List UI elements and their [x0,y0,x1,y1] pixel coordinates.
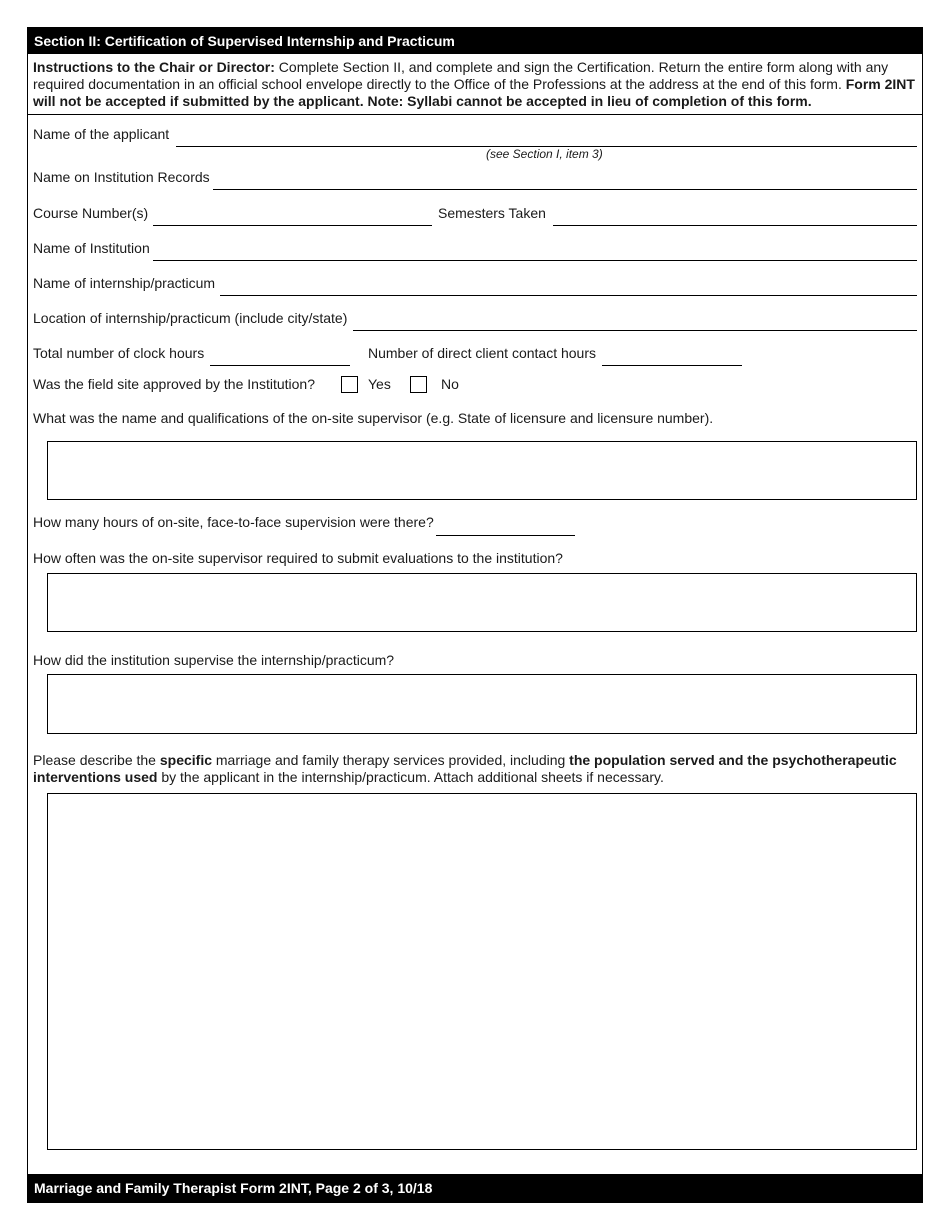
semesters-taken-field[interactable] [553,225,917,226]
instructions-body: Complete Section II, and complete and sign the Certification. Return the entire form along with any required documentation in an official school envelope directly to the Office of the Professions at the address at the end of this form. [33,59,889,92]
supervisor-qualifications-textarea[interactable] [47,441,917,500]
course-numbers-field[interactable] [153,225,432,226]
services-description-textarea[interactable] [47,793,917,1150]
services-text-2: marriage and family therapy services provided, including [212,752,570,768]
section-header: Section II: Certification of Supervised Internship and Practicum [27,27,923,54]
services-bold-1: specific [159,752,212,768]
institution-supervision-question: How did the institution supervise the internship/practicum? [33,652,395,668]
field-site-approved-label: Was the field site approved by the Institution? [33,376,315,392]
institution-supervision-textarea[interactable] [47,674,917,734]
total-clock-hours-field[interactable] [210,365,350,366]
applicant-name-hint: (see Section I, item 3) [486,147,603,161]
field-site-no-label: No [441,376,459,392]
services-text-1: Please describe the [33,752,160,768]
applicant-name-label: Name of the applicant [33,126,170,142]
services-description-question [33,752,917,786]
page-footer: Marriage and Family Therapist Form 2INT, Page 2 of 3, 10/18 [27,1174,923,1203]
institution-records-name-field[interactable] [213,189,917,190]
services-text-3: by the applicant in the internship/practicum. Attach additional sheets if necessary. [157,769,664,785]
instructions-warning: Form 2INT will not be accepted if submitted by the applicant. Note: Syllabi cannot be accepted in lieu of completion of this form. [33,76,915,109]
internship-name-field[interactable] [220,295,917,296]
instructions-lead: Instructions to the Chair or Director: [33,59,275,75]
field-site-yes-label: Yes [368,376,391,392]
semesters-taken-label: Semesters Taken [438,205,546,221]
instructions-paragraph [33,59,917,110]
internship-location-field[interactable] [353,330,917,331]
course-numbers-label: Course Number(s) [33,205,149,221]
supervision-hours-question: How many hours of on-site, face-to-face supervision were there? [33,514,434,530]
evaluation-frequency-question: How often was the on-site supervisor required to submit evaluations to the institution? [33,550,563,566]
institution-records-name-label: Name on Institution Records [33,169,210,185]
services-bold-2: the population served and the psychotherapeutic interventions used [33,752,897,785]
field-site-yes-checkbox[interactable] [341,376,358,393]
supervisor-qualifications-question: What was the name and qualifications of the on-site supervisor (e.g. State of licensure and licensure number). [33,410,714,426]
supervision-hours-field[interactable] [436,535,575,536]
direct-contact-hours-field[interactable] [602,365,742,366]
internship-location-label: Location of internship/practicum (include city/state) [33,310,348,326]
total-clock-hours-label: Total number of clock hours [33,345,205,361]
institution-name-label: Name of Institution [33,240,150,256]
field-site-no-checkbox[interactable] [410,376,427,393]
institution-name-field[interactable] [153,260,917,261]
evaluation-frequency-textarea[interactable] [47,573,917,632]
instructions-divider [27,114,923,115]
direct-contact-hours-label: Number of direct client contact hours [368,345,596,361]
internship-name-label: Name of internship/practicum [33,275,216,291]
